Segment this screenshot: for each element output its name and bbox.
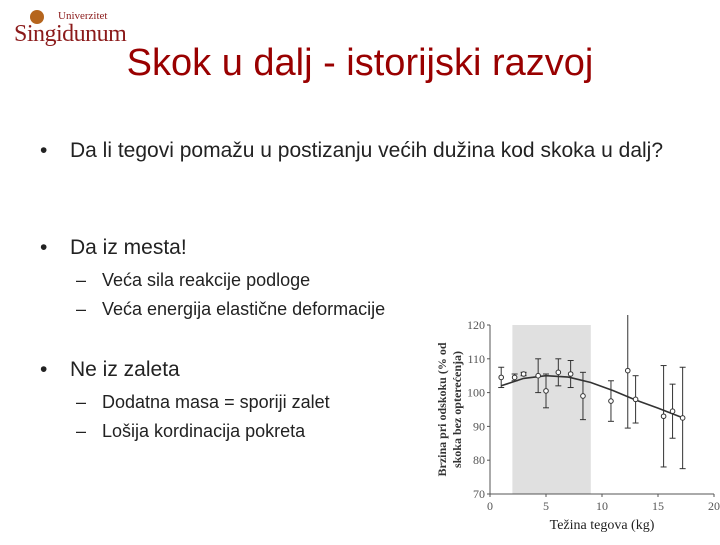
weight-velocity-chart	[430, 315, 720, 540]
sub-bullet-text: Veća sila reakcije podloge	[102, 270, 311, 290]
bullet-text: Da li tegovi pomažu u postizanju većih dužina kod skoka u dalj?	[70, 139, 664, 162]
shaded-region	[512, 325, 590, 494]
sub-bullet-text: Dodatna masa = sporiji zalet	[102, 392, 330, 412]
data-point	[521, 372, 526, 377]
x-tick-label: 5	[543, 499, 549, 513]
data-point	[512, 375, 517, 380]
logo-university-text: Univerzitet	[58, 10, 108, 22]
sub-bullet-dash: –	[76, 270, 87, 290]
x-tick-label: 15	[652, 499, 664, 513]
data-point	[661, 414, 666, 419]
data-point	[581, 394, 586, 399]
sub-bullet-dash: –	[76, 392, 87, 412]
y-tick-label: 80	[473, 453, 485, 468]
y-tick-label: 110	[467, 351, 485, 366]
data-point	[625, 368, 630, 373]
bullet-text: Da iz mesta!	[70, 236, 187, 259]
sub-bullet-dash: –	[76, 421, 87, 441]
data-point	[556, 370, 561, 375]
y-tick-label: 90	[473, 419, 485, 434]
data-point	[499, 375, 504, 380]
x-tick-label: 20	[708, 499, 720, 513]
y-tick-label: 100	[467, 385, 485, 400]
bullet-dot: •	[40, 358, 48, 381]
y-axis-label: Brzina pri odskoku (% od	[435, 342, 449, 477]
y-axis-label: skoka bez opterećenja)	[450, 350, 464, 469]
y-tick-label: 120	[467, 318, 485, 332]
x-axis-label: Težina tegova (kg)	[549, 518, 655, 533]
data-point	[568, 372, 573, 377]
data-point	[670, 409, 675, 414]
sub-bullet-text: Veća energija elastične deformacije	[102, 299, 386, 319]
sub-bullet-dash: –	[76, 299, 87, 319]
x-tick-label: 0	[487, 499, 493, 513]
slide-title: Skok u dalj - istorijski razvoj	[126, 42, 594, 84]
bullet-text: Ne iz zaleta	[70, 358, 180, 381]
x-tick-label: 10	[596, 499, 608, 513]
bullet-dot: •	[40, 139, 48, 162]
logo-name-text: Singidunum	[14, 21, 127, 47]
data-point	[609, 399, 614, 404]
sub-bullet-text: Lošija kordinacija pokreta	[102, 421, 306, 441]
data-point	[680, 416, 685, 421]
data-point	[544, 389, 549, 394]
chart-svg	[430, 315, 720, 540]
data-point	[633, 397, 638, 402]
bullet-dot: •	[40, 236, 48, 259]
data-point	[536, 373, 541, 378]
y-tick-label: 70	[473, 487, 485, 501]
